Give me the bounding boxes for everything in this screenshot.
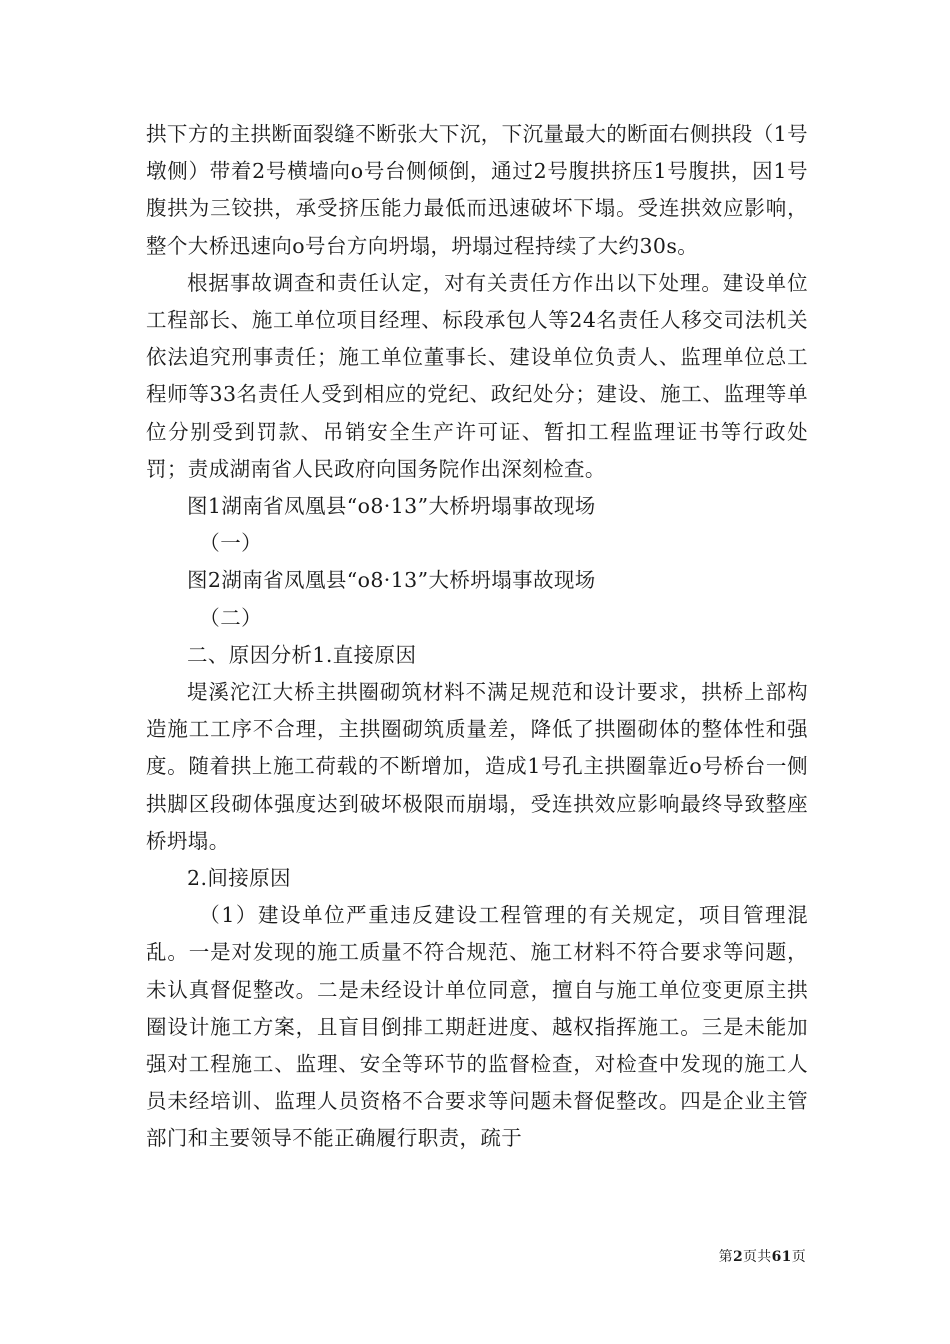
document-body bbox=[146, 116, 808, 1158]
footer-middle: 页共 bbox=[742, 1249, 772, 1265]
footer-current-page: 2 bbox=[732, 1249, 743, 1265]
figure-caption-2-part: （二） bbox=[199, 605, 262, 630]
figure-caption-1-part: （一） bbox=[199, 531, 262, 556]
paragraph-direct-cause: 堤溪沱江大桥主拱圈砌筑材料不满足规范和设计要求，拱桥上部构造施工工序不合理，主拱圈砌筑质量差，降低了拱圈砌体的整体性和强度。随着拱上施工荷载的不断增加，造成1号孔主拱圈靠近o号桥台一侧拱脚区段砌体强度达到破坏极限而崩塌，受连拱效应影响最终导致整座桥坍塌。 bbox=[146, 680, 808, 853]
paragraph-indirect-cause-1: （1）建设单位严重违反建设工程管理的有关规定，项目管理混乱。一是对发现的施工质量不符合规范、施工材料不符合要求等问题，未认真督促整改。二是未经设计单位同意，擅自与施工单位变更原主拱圈设计施工方案，且盲目倒排工期赶进度、越权指挥施工。三是未能加强对工程施工、监理、安全等环节的监督检查，对检查中发现的施工人员未经培训、监理人员资格不合要求等问题未督促整改。四是企业主管部门和主要领导不能正确履行职责，疏于 bbox=[146, 903, 808, 1151]
page-number-footer bbox=[719, 1246, 806, 1266]
paragraph-collapse-process: 拱下方的主拱断面裂缝不断张大下沉，下沉量最大的断面右侧拱段（1号墩侧）带着2号横墙向o号台侧倾倒，通过2号腹拱挤压1号腹拱，因1号腹拱为三铰拱，承受挤压能力最低而迅速破坏下塌。受连拱效应影响，整个大桥迅速向o号台方向坍塌，坍塌过程持续了大约30s。 bbox=[146, 122, 808, 258]
section-heading-cause-analysis: 二、原因分析1.直接原因 bbox=[187, 642, 417, 667]
paragraph-accountability: 根据事故调查和责任认定，对有关责任方作出以下处理。建设单位工程部长、施工单位项目经理、标段承包人等24名责任人移交司法机关依法追究刑事责任；施工单位董事长、建设单位负责人、监理单位总工程师等33名责任人受到相应的党纪、政纪处分；建设、施工、监理等单位分别受到罚款、吊销安全生产许可证、暂扣工程监理证书等行政处罚；责成湖南省人民政府向国务院作出深刻检查。 bbox=[146, 270, 808, 481]
footer-total-pages: 61 bbox=[771, 1249, 792, 1265]
footer-prefix: 第 bbox=[718, 1249, 733, 1265]
footer-suffix: 页 bbox=[791, 1249, 806, 1265]
figure-caption-2: 图2湖南省凤凰县“o8·13”大桥坍塌事故现场 bbox=[187, 568, 596, 593]
subheading-indirect-cause: 2.间接原因 bbox=[187, 866, 291, 891]
figure-caption-1: 图1湖南省凤凰县“o8·13”大桥坍塌事故现场 bbox=[187, 494, 596, 519]
